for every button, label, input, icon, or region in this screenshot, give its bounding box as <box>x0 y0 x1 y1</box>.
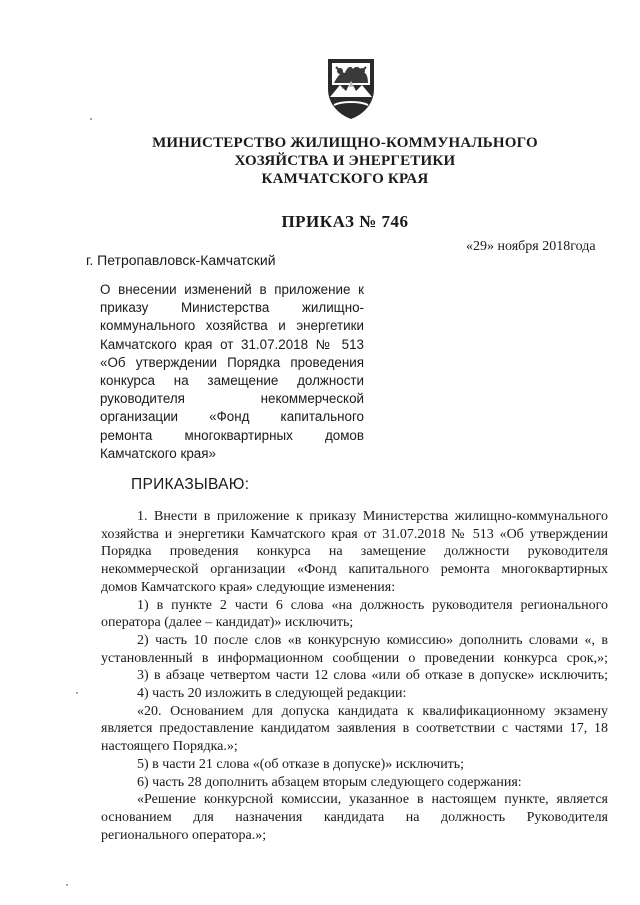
subject-line: приказу Министерства жилищно- <box>100 300 364 316</box>
body-line: «Решение конкурсной комиссии, указанное в настоящем пункте, является <box>137 792 608 808</box>
body-line: хозяйства и энергетики Камчатского края от 31.07.2018 № 513 «Об утверждении <box>101 526 608 542</box>
body-line: Порядка проведения конкурса на замещение должности руководителя <box>101 544 608 560</box>
subject-line: ремонта многоквартирных домов <box>100 427 364 443</box>
order-date: «29» ноября 2018года <box>466 239 596 254</box>
subject-line: О внесении изменений в приложение к <box>100 282 364 297</box>
ministry-line-3: КАМЧАТСКОГО КРАЯ <box>261 171 429 187</box>
body-line: домов Камчатского края» следующие изменения: <box>101 579 396 595</box>
body-line: настоящего Порядка.»; <box>101 739 238 755</box>
scan-speck <box>76 692 78 694</box>
body-line: некоммерческой организации «Фонд капитального ремонта многоквартирных <box>101 562 608 578</box>
body-line: «20. Основанием для допуска кандидата к квалификационному экзамену <box>137 703 608 719</box>
order-subject <box>100 281 364 463</box>
body-line: 4) часть 20 изложить в следующей редакции: <box>137 686 407 702</box>
issue-city: г. Петропавловск-Камчатский <box>86 252 276 268</box>
subject-line: Камчатского края» <box>100 445 216 461</box>
order-title: ПРИКАЗ № 746 <box>281 212 409 231</box>
body-line: 5) в части 21 слова «(об отказе в допуске)» исключить; <box>137 756 465 772</box>
subject-line: коммунального хозяйства и энергетики <box>100 318 364 334</box>
body-line: является предоставление кандидатом заявления в соответствии с частями 17, 18 <box>101 721 608 737</box>
body-line: регионального оператора.»; <box>101 827 267 843</box>
subject-line: руководителя некоммерческой <box>100 391 364 407</box>
ministry-name <box>140 134 550 188</box>
ministry-line-2: ХОЗЯЙСТВА И ЭНЕРГЕТИКИ <box>234 153 456 169</box>
scan-speck <box>90 118 92 120</box>
body-line: 6) часть 28 дополнить абзацем вторым следующего содержания: <box>137 774 522 790</box>
body-line: установленный в информационном сообщении о проведении конкурса срок,»; <box>101 650 608 666</box>
orders-heading: ПРИКАЗЫВАЮ: <box>131 476 250 493</box>
order-body <box>101 508 608 844</box>
body-line: 1. Внести в приложение к приказу Министерства жилищно-коммунального <box>137 509 608 524</box>
subject-line: Камчатского края от 31.07.2018 № 513 <box>100 336 364 352</box>
subject-line: конкурса на замещение должности <box>100 373 364 389</box>
ministry-line-1: МИНИСТЕРСТВО ЖИЛИЩНО-КОММУНАЛЬНОГО <box>152 135 538 151</box>
body-line: 3) в абзаце четвертом части 12 слова «или об отказе в допуске» исключить; <box>137 668 608 684</box>
scan-speck <box>66 884 68 886</box>
kamchatka-coat-of-arms-emblem <box>318 55 384 121</box>
body-line: 1) в пункте 2 части 6 слова «на должность руководителя регионального <box>137 597 608 613</box>
subject-line: организации «Фонд капитального <box>100 409 364 425</box>
subject-line: «Об утверждении Порядка проведения <box>100 354 364 370</box>
body-line: основанием для назначения кандидата на должность Руководителя <box>101 809 608 825</box>
body-line: оператора (далее – кандидат)» исключить; <box>101 615 354 631</box>
body-line: 2) часть 10 после слов «в конкурсную комиссию» дополнить словами «, в <box>137 632 608 648</box>
